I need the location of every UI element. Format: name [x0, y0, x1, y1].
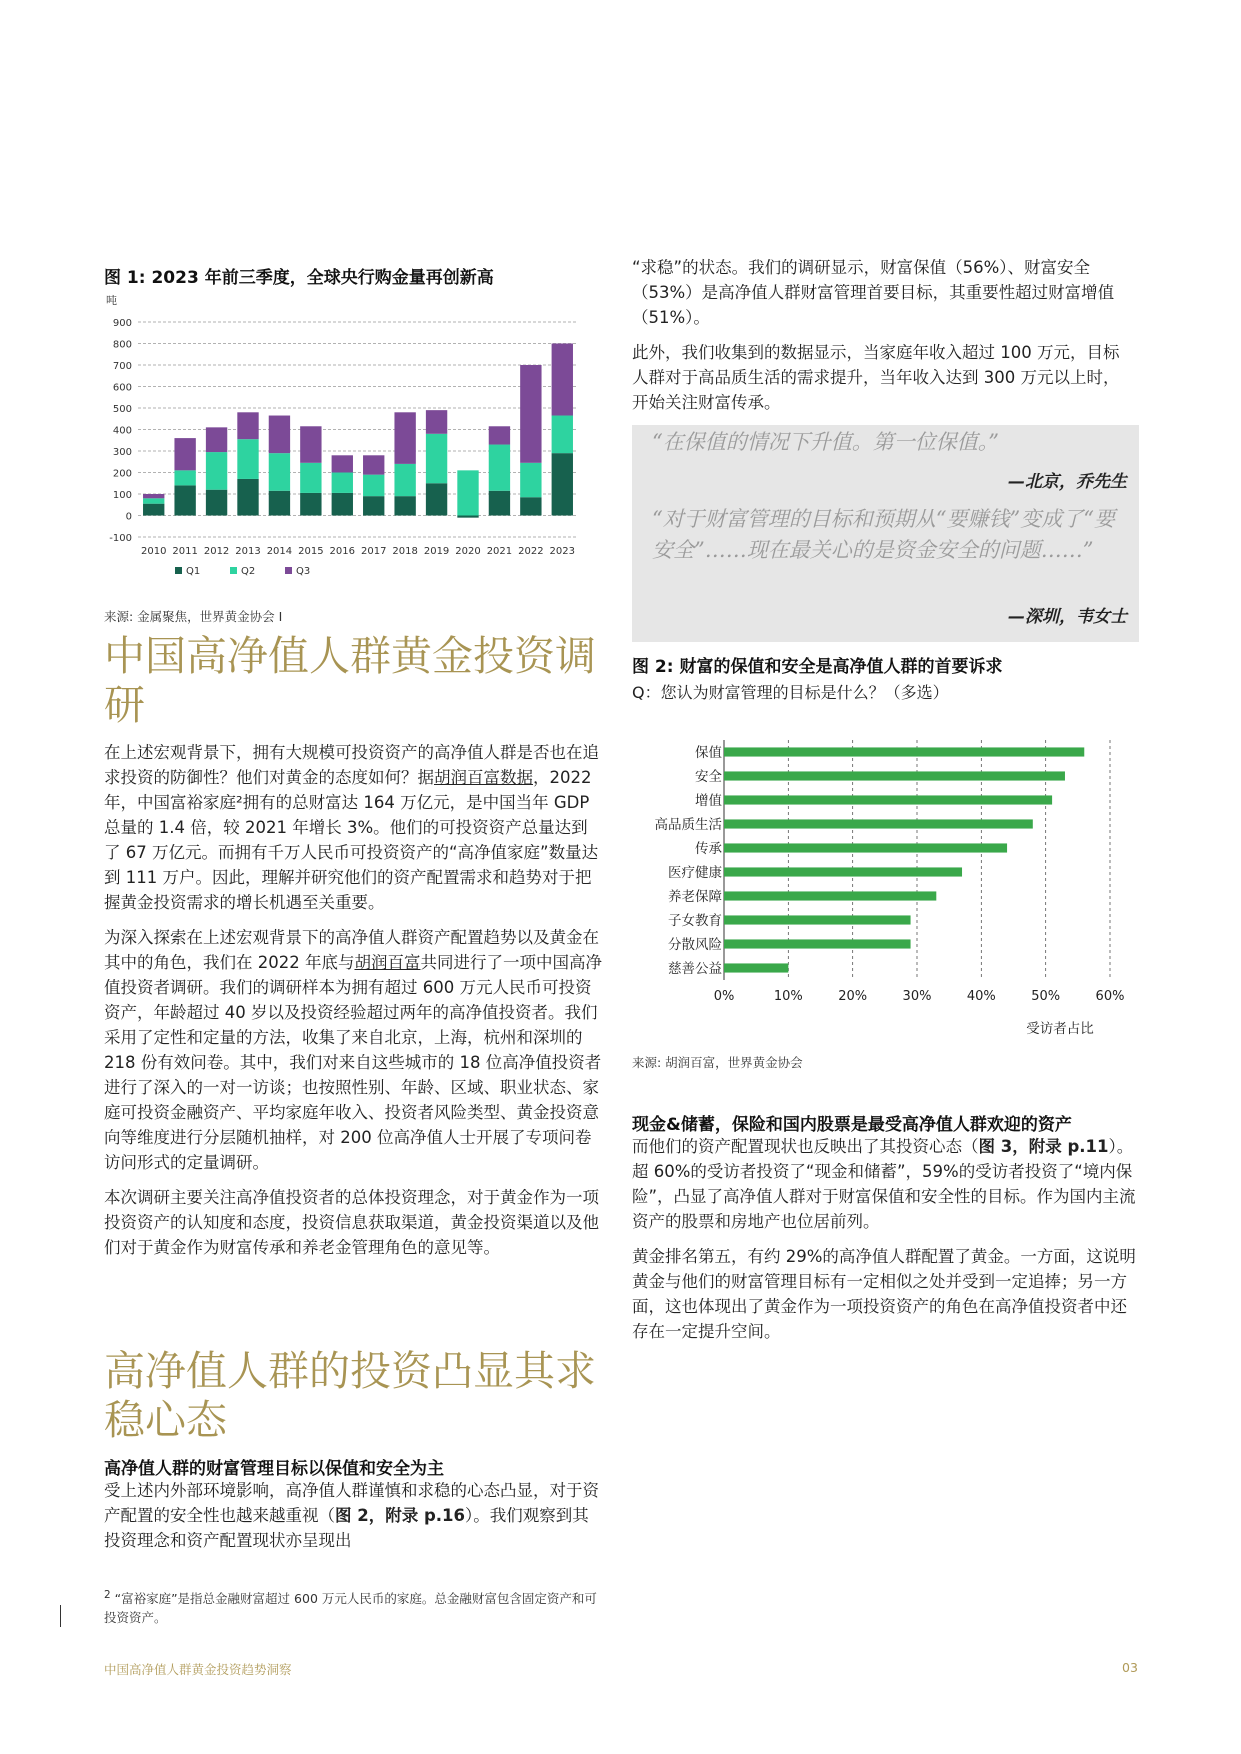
bar-2015-Q1 — [300, 493, 321, 516]
margin-rule — [60, 1605, 61, 1627]
bar-2023-Q1 — [552, 453, 573, 515]
bar-2019-Q2 — [426, 434, 447, 483]
x-tick-label: 2015 — [298, 546, 324, 557]
y-tick-label: 700 — [112, 361, 132, 372]
category-label: 慈善公益 — [668, 961, 722, 977]
section-2-body — [104, 1478, 604, 1563]
bar-2012-Q3 — [206, 427, 227, 452]
section-2-paragraph-1: 受上述内外部环境影响，高净值人群谨慎和求稳的心态凸显，对于资产配置的安全性也越来越重视（图 2，附录 p.16）。我们观察到其投资理念和资产配置现状亦呈现出 — [104, 1481, 599, 1550]
bar-高品质生活 — [724, 819, 1033, 828]
y-tick-label: 200 — [112, 468, 132, 480]
x-tick-label: 2014 — [266, 546, 293, 557]
bar-养老保障 — [724, 891, 936, 900]
section-2-subheading: 高净值人群的财富管理目标以保值和安全为主 — [104, 1459, 444, 1479]
bar-保值 — [724, 747, 1084, 756]
legend-swatch-Q2 — [230, 567, 237, 574]
x-tick-label: 40% — [966, 989, 996, 1004]
right-paragraph-3: 而他们的资产配置现状也反映出了其投资心态（图 3，附录 p.11）。超 60%的受访者投资了“现金和储蓄”，59%的受访者投资了“境内保险”，凸显了高净值人群对于财富保值和安全性的目标。作为国内主流资产的股票和房地产也位居前列。 — [632, 1137, 1136, 1231]
figure-2-chart — [632, 730, 1137, 1042]
category-label: 分散风险 — [668, 937, 722, 953]
bar-2013-Q3 — [237, 412, 258, 439]
y-tick-label: 100 — [112, 490, 132, 501]
bar-2022-Q2 — [520, 463, 541, 497]
footer-title: 中国高净值人群黄金投资趋势洞察 — [104, 1662, 292, 1677]
bar-2011-Q2 — [174, 470, 195, 485]
y-tick-label: 900 — [112, 318, 132, 329]
bar-2016-Q1 — [332, 493, 353, 516]
bar-分散风险 — [724, 939, 911, 948]
bar-2012-Q2 — [206, 452, 227, 490]
section-1-paragraph-2: 为深入探索在上述宏观背景下的高净值人群资产配置趋势以及黄金在其中的角色，我们在 2022 年底与胡润百富共同进行了一项中国高净值投资者调研。我们的调研样本为拥有超过 600 万元人民币可投资资产，年龄超过 40 岁以及投资经验超过两年的高净值投资者。我们采用了定性和定量的方法，收集了来自北京，上海，杭州和深圳的 218 份有效问卷。其中，我们对来自这些城市的 18 位高净值投资者进行了深入的一对一访谈；也按照性别、年龄、区域、职业状态、家庭可投资金融资产、平均家庭年收入、投资者风险类型、黄金投资意向等维度进行分层随机抽样，对 200 位高净值人士开展了专项问卷访问形式的定量调研。 — [104, 928, 602, 1172]
bar-2013-Q1 — [237, 479, 258, 516]
figure-1-title: 图 1: 2023 年前三季度，全球央行购金量再创新高 — [104, 268, 494, 288]
footnote-text: “富裕家庭”是指总金融财富超过 600 万元人民币的家庭。总金融财富包含固定资产和可投资资产。 — [104, 1591, 597, 1626]
x-tick-label: 2021 — [486, 546, 513, 557]
x-axis-label: 受访者占比 — [1026, 1021, 1094, 1037]
category-label: 安全 — [695, 769, 722, 785]
category-label: 传承 — [695, 841, 722, 857]
quote-1: “在保值的情况下升值。第一位保值。” — [652, 430, 999, 454]
bar-2023-Q3 — [552, 344, 573, 416]
x-tick-label: 2018 — [392, 546, 418, 557]
bar-2016-Q2 — [332, 473, 353, 493]
category-label: 高品质生活 — [654, 817, 722, 833]
x-tick-label: 2016 — [329, 546, 356, 557]
bar-2011-Q1 — [174, 485, 195, 515]
legend-label-Q2: Q2 — [241, 566, 256, 577]
category-label: 养老保障 — [668, 889, 722, 905]
x-tick-label: 2010 — [140, 546, 167, 557]
legend-swatch-Q3 — [285, 567, 292, 574]
x-tick-label: 60% — [1095, 989, 1125, 1004]
bar-2010-Q2 — [143, 498, 164, 503]
bar-增值 — [724, 795, 1052, 804]
bar-2023-Q2 — [552, 416, 573, 454]
legend-swatch-Q1 — [175, 567, 182, 574]
section-2-heading: 高净值人群的投资凸显其求稳心态 — [104, 1347, 596, 1444]
category-label: 保值 — [695, 745, 722, 761]
quote-2-author: —深圳，韦女士 — [1008, 607, 1127, 627]
hurun-data-link[interactable]: 胡润百富数据 — [434, 768, 533, 787]
bar-2014-Q3 — [269, 416, 290, 454]
y-tick-label: 600 — [112, 382, 132, 394]
bar-2017-Q2 — [363, 475, 384, 497]
x-tick-label: 20% — [838, 989, 868, 1004]
x-tick-label: 50% — [1031, 989, 1061, 1004]
y-axis-unit: 吨 — [106, 294, 117, 307]
bar-2021-Q1 — [489, 491, 510, 516]
section-1-paragraph-1: 在上述宏观背景下，拥有大规模可投资资产的高净值人群是否也在追求投资的防御性？他们对黄金的态度如何？据胡润百富数据，2022 年，中国富裕家庭²拥有的总财富达 164 万亿元，是中国当年 GDP 总量的 1.4 倍，较 2021 年增长 3%。他们的可投资资产总量达到了 67 万亿元。而拥有千万人民币可投资资产的“高净值家庭”数量达到 111 万户。因此，理解并研究他们的资产配置需求和趋势对于把握黄金投资需求的增长机遇至关重要。 — [104, 743, 599, 912]
x-tick-label: 30% — [902, 989, 932, 1004]
right-paragraph-1: “求稳”的状态。我们的调研显示，财富保值（56%）、财富安全（53%）是高净值人群财富管理首要目标，其重要性超过财富增值（51%）。 — [632, 258, 1115, 327]
category-label: 医疗健康 — [668, 865, 722, 881]
quote-2: “对于财富管理的目标和预期从“要赚钱”变成了“要安全”……现在最关心的是资金安全的问题……” — [652, 507, 1115, 562]
bar-2020-Q2 — [457, 470, 478, 515]
y-tick-label: 400 — [112, 425, 132, 437]
legend-label-Q3: Q3 — [296, 566, 311, 577]
bar-慈善公益 — [724, 963, 788, 972]
x-tick-label: 0% — [713, 989, 735, 1004]
bar-2015-Q2 — [300, 463, 321, 493]
page-number: 03 — [1122, 1660, 1138, 1675]
bar-2011-Q3 — [174, 438, 195, 470]
right-paragraph-4: 黄金排名第五，有约 29%的高净值人群配置了黄金。一方面，这说明黄金与他们的财富管理目标有一定相似之处并受到一定追捧；另一方面，这也体现出了黄金作为一项投资资产的角色在高净值投资者中还存在一定提升空间。 — [632, 1247, 1136, 1341]
section-1-body — [104, 740, 604, 1270]
figure-1-source: 来源: 金属聚焦，世界黄金协会 I — [104, 609, 283, 624]
right-column-body — [632, 255, 1130, 425]
x-tick-label: 2012 — [203, 546, 230, 557]
bar-2010-Q3 — [143, 494, 164, 498]
bar-2015-Q3 — [300, 426, 321, 463]
bar-2013-Q2 — [237, 439, 258, 479]
bar-子女教育 — [724, 915, 911, 924]
x-tick-label: 2011 — [172, 546, 198, 557]
bar-2018-Q1 — [394, 496, 415, 515]
x-tick-label: 2020 — [455, 546, 481, 557]
category-label: 增值 — [695, 793, 722, 809]
bar-2022-Q3 — [520, 365, 541, 463]
x-tick-label: 2013 — [235, 546, 261, 557]
bar-2019-Q3 — [426, 410, 447, 434]
bar-安全 — [724, 771, 1065, 780]
bar-2020-Q1 — [457, 516, 478, 518]
right-paragraph-2: 此外，我们收集到的数据显示，当家庭年收入超过 100 万元，目标人群对于高品质生活的需求提升，当年收入达到 300 万元以上时，开始关注财富传承。 — [632, 343, 1120, 412]
legend-label-Q1: Q1 — [186, 566, 201, 577]
bar-传承 — [724, 843, 1007, 852]
bar-2018-Q2 — [394, 464, 415, 496]
bar-医疗健康 — [724, 867, 962, 876]
figure-2-title: 图 2: 财富的保值和安全是高净值人群的首要诉求 — [632, 657, 1003, 677]
y-tick-label: 0 — [125, 511, 132, 523]
bar-2019-Q1 — [426, 483, 447, 515]
bar-2021-Q3 — [489, 426, 510, 444]
hurun-link[interactable]: 胡润百富 — [354, 953, 421, 972]
y-tick-label: 500 — [112, 404, 132, 415]
bar-2017-Q3 — [363, 455, 384, 474]
figure-2-question: Q：您认为财富管理的目标是什么？（多选） — [632, 683, 949, 702]
footnote-number: 2 — [104, 1589, 111, 1601]
bar-2017-Q1 — [363, 496, 384, 515]
right-column-body-2 — [632, 1134, 1137, 1354]
y-tick-label: 300 — [112, 447, 132, 458]
quote-1-author: —北京，乔先生 — [1008, 472, 1127, 492]
x-tick-label: 2019 — [423, 546, 450, 557]
bar-2016-Q3 — [332, 455, 353, 472]
x-tick-label: 2017 — [360, 546, 387, 557]
x-tick-label: 10% — [773, 989, 803, 1004]
bar-2014-Q2 — [269, 453, 290, 491]
figure-1-chart — [100, 292, 590, 582]
x-tick-label: 2023 — [549, 546, 576, 557]
bar-2018-Q3 — [394, 412, 415, 464]
bar-2010-Q1 — [143, 504, 164, 516]
section-1-heading: 中国高净值人群黄金投资调研 — [104, 632, 596, 729]
y-tick-label: -100 — [109, 533, 132, 544]
x-tick-label: 2022 — [518, 546, 544, 557]
figure-2-source: 来源: 胡润百富，世界黄金协会 — [632, 1055, 803, 1070]
right-subheading: 现金&储蓄，保险和国内股票是最受高净值人群欢迎的资产 — [632, 1115, 1072, 1135]
y-tick-label: 800 — [112, 339, 132, 351]
bar-2021-Q2 — [489, 445, 510, 491]
bar-2022-Q1 — [520, 497, 541, 515]
quote-box — [632, 425, 1139, 642]
section-1-paragraph-3: 本次调研主要关注高净值投资者的总体投资理念，对于黄金作为一项投资资产的认知度和态度，投资信息获取渠道，黄金投资渠道以及他们对于黄金作为财富传承和养老金管理角色的意见等。 — [104, 1188, 599, 1257]
category-label: 子女教育 — [668, 913, 722, 929]
bar-2014-Q1 — [269, 491, 290, 516]
footnote — [104, 1586, 599, 1627]
bar-2012-Q1 — [206, 490, 227, 516]
